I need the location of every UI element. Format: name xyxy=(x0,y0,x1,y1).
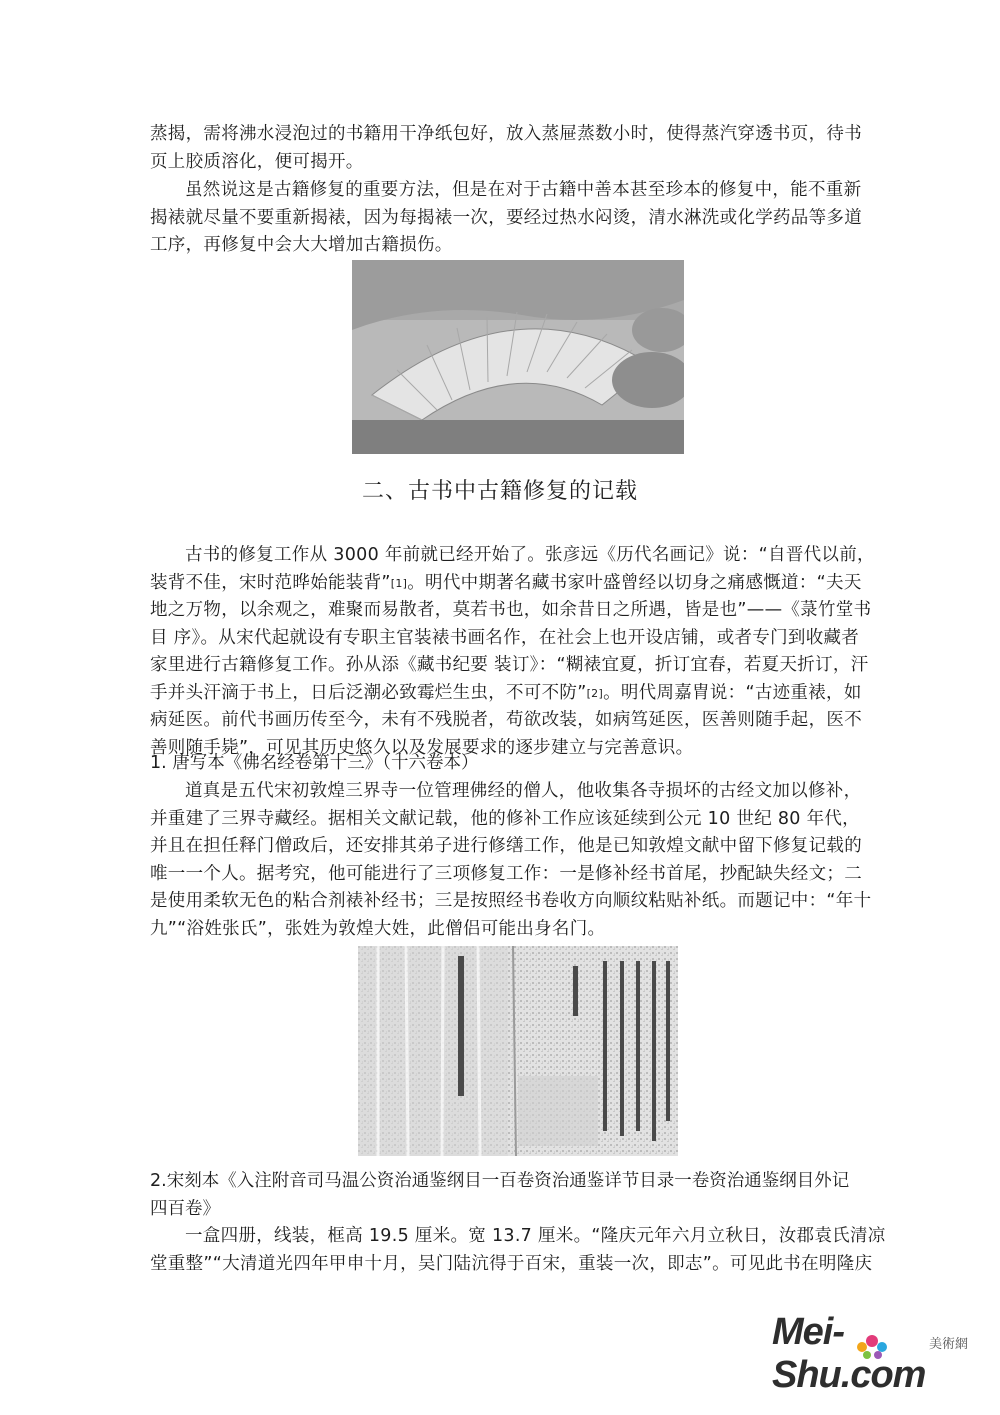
text-line: 并且在担任释门僧政后，还安排其弟子进行修缮工作，他是已知敦煌文献中留下修复记载的 xyxy=(150,836,862,856)
text-line: 病延医。前代书画历传至今，未有不残脱者，苟欲改装，如病笃延医，医善则随手起，医不 xyxy=(150,710,862,730)
text-line: 并重建了三界寺藏经。据相关文献记载，他的修补工作应该延续到公元 10 世纪 80 年代， xyxy=(150,808,860,829)
text-fragment: 装背不佳，宋时范晔始能装背” xyxy=(150,572,391,593)
text-line: 道真是五代宋初敦煌三界寺一位管理佛经的僧人，他收集各寺损坏的古经文加以修补， xyxy=(185,781,862,801)
item-2-title xyxy=(150,1168,870,1223)
text-line: 地之万物，以余观之，难聚而易散者，莫若书也，如余昔日之所遇，皆是也”——《菉竹堂书 xyxy=(150,600,872,620)
text-line: 2.宋刻本《入注附音司马温公资治通鉴纲目一百卷资治通鉴详节目录一卷资治通鉴纲目外记 xyxy=(150,1171,850,1191)
citation-1: [1] xyxy=(390,576,408,590)
text-line: 蒸揭，需将沸水浸泡过的书籍用干净纸包好，放入蒸屉蒸数小时，使得蒸汽穿透书页，待书 xyxy=(150,124,862,144)
method-paragraph xyxy=(150,177,862,260)
brand-name-cn: 美術網 xyxy=(928,1337,968,1352)
fan-restoration-photo xyxy=(352,260,684,454)
manuscript-illustration xyxy=(358,946,678,1156)
fan-photo-illustration xyxy=(352,260,684,454)
text-line xyxy=(150,680,862,708)
history-paragraph xyxy=(150,542,875,762)
text-fragment: 。明代周嘉胄说：“古迹重裱，如 xyxy=(603,682,862,703)
brand-name: Mei-Shu.com xyxy=(772,1311,926,1396)
text-line xyxy=(150,570,862,598)
item-2-paragraph xyxy=(150,1223,886,1278)
text-line: 是使用柔软无色的粘合剂裱补经书；三是按照经书卷收方向顺纹粘贴补纸。而题记中：“年十 xyxy=(150,891,872,911)
text-line: 揭裱就尽量不要重新揭裱，因为每揭裱一次，要经过热水闷烫，清水淋洗或化学药品等多道 xyxy=(150,207,862,228)
text-line: 善则随手毙”，可见其历史悠久以及发展要求的逐步建立与完善意识。 xyxy=(150,737,694,758)
citation-2: [2] xyxy=(586,686,604,700)
text-line: 虽然说这是古籍修复的重要方法，但是在对于古籍中善本甚至珍本的修复中，能不重新 xyxy=(185,180,862,200)
text-line: 一盒四册，线装，框高 19.5 厘米。宽 13.7 厘米。“隆庆元年六月立秋日，汝郡袁氏清凉 xyxy=(185,1226,886,1246)
text-line: 页上胶质溶化，便可揭开。 xyxy=(150,151,364,172)
text-line: 工序，再修复中会大大增加古籍损伤。 xyxy=(150,235,453,255)
manuscript-scan-image xyxy=(358,946,678,1156)
text-line: 九”“浴姓张氏”，张姓为敦煌大姓，此僧侣可能出身名门。 xyxy=(150,918,606,939)
text-line: 目 序》。从宋代起就设有专职主官装裱书画名作，在社会上也开设店铺，或者专门到收藏者 xyxy=(150,627,860,648)
text-fragment: 手并头汗滴于书上，日后泛潮必致霉烂生虫，不可不防” xyxy=(150,682,587,703)
intro-paragraph xyxy=(150,121,862,176)
item-1-paragraph xyxy=(150,778,872,943)
text-line: 堂重整”“大清道光四年甲申十月，吴门陆沆得于百宋，重装一次，即志”。可见此书在明隆庆 xyxy=(150,1253,873,1274)
text-fragment: 。明代中期著名藏书家叶盛曾经以切身之痛感慨道：“夫天 xyxy=(407,572,862,593)
text-line: 四百卷》 xyxy=(150,1198,220,1219)
site-watermark xyxy=(772,1311,972,1397)
text-line: 古书的修复工作从 3000 年前就已经开始了。张彦远《历代名画记》说：“自晋代以前， xyxy=(185,545,875,565)
section-heading: 二、古书中古籍修复的记载 xyxy=(361,479,638,504)
item-1-title: 1. 唐写本《佛名经卷第十三》（十六卷本） xyxy=(150,753,479,773)
text-line: 家里进行古籍修复工作。孙从添《藏书纪要 装订》：“糊裱宜夏，折订宜春，若夏天折订，汗 xyxy=(150,655,869,675)
text-line: 唯一一个人。据考究，他可能进行了三项修复工作：一是修补经书首尾，抄配缺失经文；二 xyxy=(150,863,862,884)
